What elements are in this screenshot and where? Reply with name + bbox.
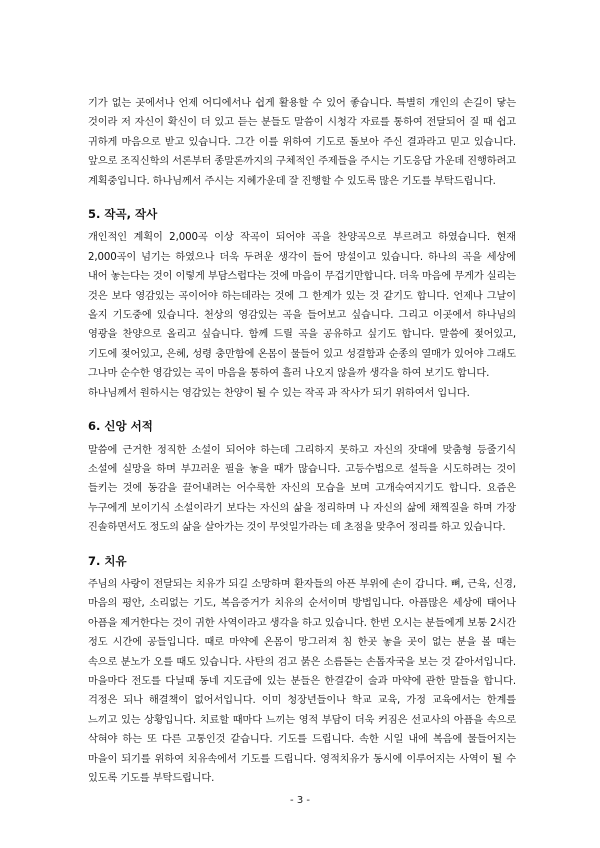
intro-paragraph: 기가 없는 곳에서나 언제 어디에서나 쉽게 활용할 수 있어 좋습니다. 특별히 개인의 손길이 닿는 것이라 저 자신이 확신이 더 있고 듣는 분들도 말씀이 시청각 자료를 통하여 전달되어 질 때 쉽고 귀하게 마음으로 받고 있습니다. 그간 이를 위하여 기도로 돌보아 주신 결과라고 믿고 있습니다. 앞으로 조직신학의 서론부터 종말론까지의 구체적인 주제들을 주시는 기도응답 가운데 진행하려고 계획중입니다. 하나님께서 주시는 지혜가운데 잘 진행할 수 있도록 많은 기도를 부탁드립니다. xyxy=(88,98,516,187)
composition-paragraph: 개인적인 계획이 2,000곡 이상 작곡이 되어야 곡을 찬양곡으로 부르려고 하였습니다. 현재 2,000곡이 넘기는 하였으나 더욱 두려운 생각이 들어 망설이고 있습니다. 하나의 곡을 세상에 내어 놓는다는 것이 이렇게 부담스럽다는 것에 마음이 무겁기만합니다. 더욱 마음에 무게가 실리는 것은 보다 영감있는 곡이어야 하는데라는 것에 그 한계가 있는 것 같기도 합니다. 언제나 그날이 올지 기도중에 있습니다. 천상의 영감있는 곡을 들어보고 싶습니다. 그리고 이곳에서 하나님의 영광을 찬양으로 올리고 싶습니다. 함께 드릴 곡을 공유하고 싶기도 합니다. 말씀에 젖어있고, 기도에 젖어있고, 은혜, 성령 충만함에 온몸이 물들어 있고 성결함과 순종의 열매가 있어야 그래도 그나마 순수한 영감있는 곡이 마음을 통하여 흘러 나오지 않을까 생각을 하여 보기도 합니다. xyxy=(88,232,516,380)
composition-closing-paragraph: 하나님께서 원하시는 영감있는 찬양이 될 수 있는 작곡 과 작사가 되기 위하여서 입니다. xyxy=(88,387,470,399)
page-number: - 3 - xyxy=(290,795,310,806)
page-body xyxy=(88,94,516,788)
books-paragraph: 말씀에 근거한 정직한 소설이 되어야 하는데 그리하지 못하고 자신의 잣대에 맞춤형 등줄기식 소설에 실망을 하며 부끄러운 필을 놓을 때가 많습니다. 고등수법으로 설득을 시도하려는 것이 들키는 것에 동감을 끌어내려는 어수룩한 자신의 모습을 보며 고개숙여지기도 합니다. 요즘은 누구에게 보이기식 소설이라기 보다는 자신의 삶을 정리하며 나 자신의 삶에 채찍질을 하며 가장 진솔하면서도 정도의 삶을 살아가는 것이 무엇일가라는 데 초점을 맞추어 정리를 하고 있습니다. xyxy=(88,444,516,534)
healing-paragraph: 주님의 사랑이 전달되는 치유가 되길 소망하며 환자들의 아픈 부위에 손이 갑니다. 뼈, 근육, 신경, 마음의 평안, 소리없는 기도, 복음증거가 치유의 순서이며 방법입니다. 아픔많은 세상에 태어나 아픔을 제거한다는 것이 귀한 사역이라고 생각을 하고 있습니다. 한번 오시는 분들에게 보통 2시간 정도 시간에 공들입니다. 때로 마약에 온몸이 망그러져 침 한곳 놓을 곳이 없는 분을 볼 때는 속으로 분노가 오를 때도 있습니다. 사탄의 검고 붉은 소름돋는 손톱자국을 보는 것 같아서입니다. 마을마다 전도를 다닐때 동네 지도급에 있는 분들은 한결같이 술과 마약에 관한 말들을 합니다. 걱정은 되나 해결책이 없어서입니다. 이미 청장년들이나 학교 교육, 가정 교육에서는 한계를 느끼고 있는 상황입니다. 치료할 때마다 느끼는 영적 부담이 더욱 커짐은 선교사의 아픔을 속으로 삭혀야 하는 또 다른 고통인것 같습니다. 기도를 드립니다. 속한 시일 내에 복음에 물들어지는 마을이 되기를 위하여 치유속에서 기도를 드립니다. 영적치유가 동시에 이루어지는 사역이 될 수 있도록 기도를 부탁드립니다. xyxy=(88,578,516,784)
section-heading-books: 6. 신앙 서적 xyxy=(88,419,153,434)
section-gap xyxy=(88,191,516,205)
section-gap xyxy=(88,538,516,552)
section-gap xyxy=(88,403,516,417)
section-heading-composition: 5. 작곡, 작사 xyxy=(88,207,158,222)
section-heading-healing: 7. 치유 xyxy=(88,553,127,568)
